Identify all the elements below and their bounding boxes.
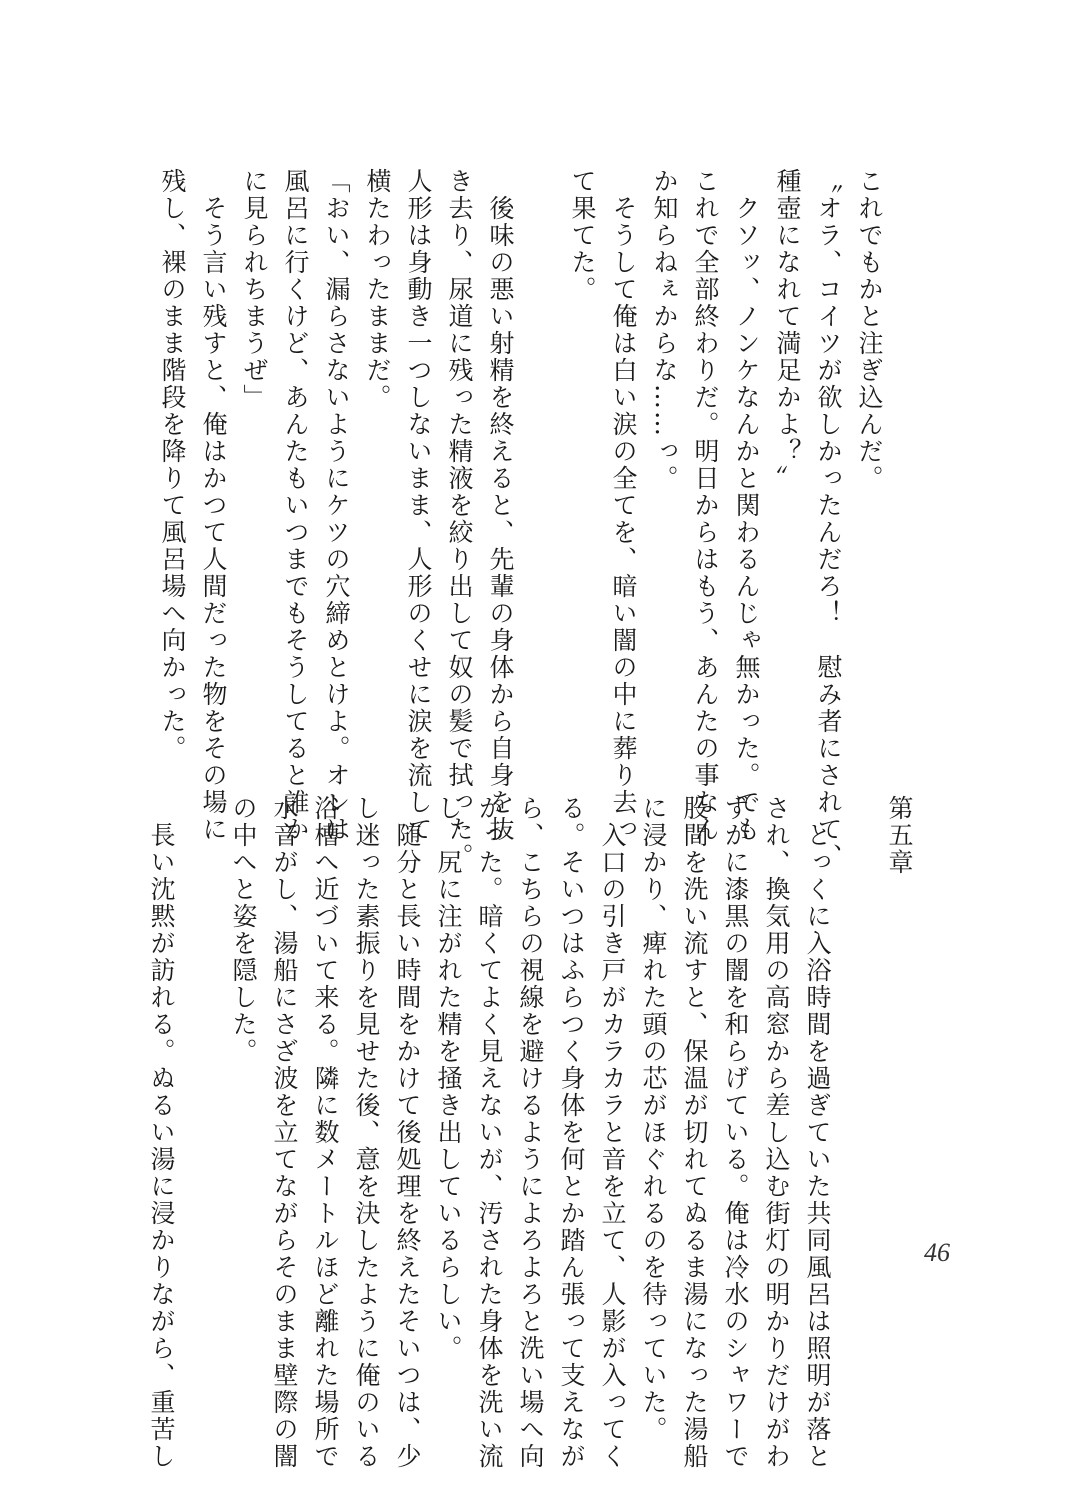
text-line: し迷った素振りを見せた後、意を決したように俺のいる: [352, 795, 381, 1470]
text-line: の中へと姿を隠した。: [229, 795, 258, 1065]
text-line: 風呂に行くけど、あんたもいつまでもそうしてると誰か: [281, 168, 310, 843]
top-text-block: [152, 168, 890, 870]
text-line: 「おい、漏らさないようにケツの穴締めとけよ。オレは: [322, 168, 351, 843]
text-line: され、換気用の高窓から差し込む街灯の明かりだけがわ: [762, 795, 791, 1470]
text-line: 随分と長い時間をかけて後処理を終えたそいつは、少: [393, 795, 422, 1470]
text-line: クソッ、ノンケなんかと関わるんじゃ無かった。でも: [732, 168, 761, 843]
text-line: 残し、裸のまま階段を降りて風呂場へ向かった。: [158, 168, 187, 762]
text-line: これでもかと注ぎ込んだ。: [855, 168, 884, 492]
text-line: る。そいつはふらつく身体を何とか踏ん張って支えなが: [557, 795, 586, 1470]
chapter-heading: 第五章: [885, 795, 914, 876]
text-line: て果てた。: [568, 168, 597, 303]
text-line: これで全部終わりだ。明日からはもう、あんたの事なん: [691, 168, 720, 843]
text-line: に見られちまうぜ」: [240, 168, 269, 411]
blank-line: [521, 168, 562, 728]
text-line: そう言い残すと、俺はかつて人間だった物をその場に: [199, 168, 228, 843]
text-line: 人形は身動き一つしないまま、人形のくせに涙を流して: [404, 168, 433, 843]
text-line: そうして俺は白い涙の全てを、暗い闇の中に葬り去っ: [609, 168, 638, 843]
text-line: か知らねぇからな……っ。: [650, 168, 679, 492]
blank-line: [182, 795, 223, 1355]
text-line: 後味の悪い射精を終えると、先輩の身体から自身を抜: [486, 168, 515, 843]
text-line: 長い沈黙が訪れる。ぬるい湯に浸かりながら、重苦し: [147, 795, 176, 1470]
text-line: し、尻に注がれた精を掻き出しているらしい。: [434, 795, 463, 1362]
blank-line: [838, 795, 879, 1355]
text-line: き去り、尿道に残った精液を絞り出して奴の髪で拭った。: [445, 168, 474, 870]
text-line: 横たわったままだ。: [363, 168, 392, 411]
text-line: ずかに漆黒の闇を和らげている。俺は冷水のシャワーで: [721, 795, 750, 1470]
text-line: 浴槽へ近づいて来る。隣に数メートルほど離れた場所で: [311, 795, 340, 1470]
page-number: 46: [924, 1238, 950, 1267]
text-line: に浸かり、痺れた頭の芯がほぐれるのを待っていた。: [639, 795, 668, 1443]
bottom-text-block: [141, 795, 920, 1470]
text-line: 入口の引き戸がカラカラと音を立て、人影が入ってく: [598, 795, 627, 1470]
text-line: かった。暗くてよく見えないが、汚された身体を洗い流: [475, 795, 504, 1470]
text-line: 種壺になれて満足かよ？〟: [773, 168, 802, 492]
text-line: 〝オラ、コイツが欲しかったんだろ！ 慰み者にされて、: [814, 168, 843, 870]
text-line: 股間を洗い流すと、保温が切れてぬるま湯になった湯船: [680, 795, 709, 1470]
text-line: ら、こちらの視線を避けるようによろよろと洗い場へ向: [516, 795, 545, 1470]
text-line: とっくに入浴時間を過ぎていた共同風呂は照明が落と: [803, 795, 832, 1470]
text-line: 水音がし、湯船にさざ波を立てながらそのまま壁際の闇: [270, 795, 299, 1470]
